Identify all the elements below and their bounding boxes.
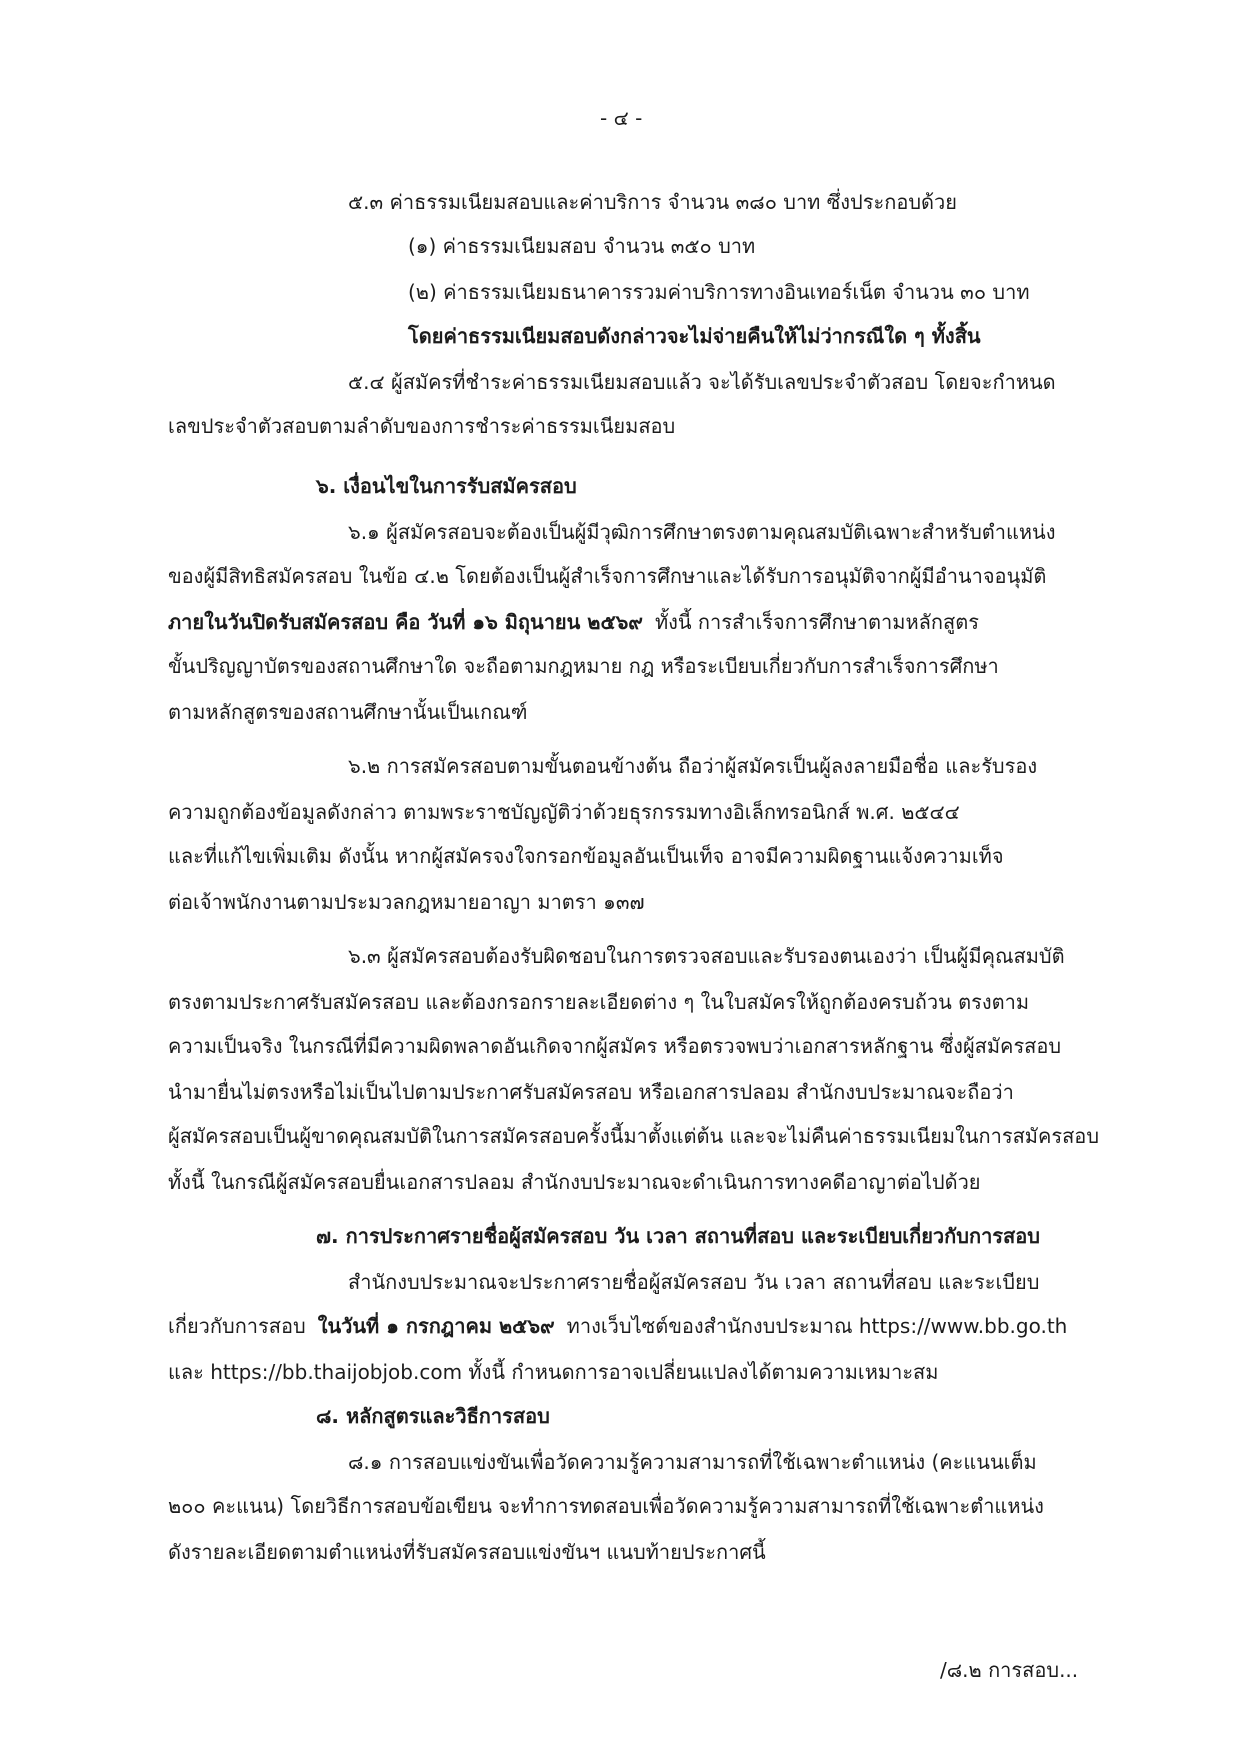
- section-6-1-line-3-rest: ทั้งนี้ การสำเร็จการศึกษาตามหลักสูตร: [654, 610, 979, 634]
- section-6-heading: ๖. เงื่อนไขในการรับสมัครสอบ: [316, 474, 577, 498]
- section-6-1-line-1: ๖.๑ ผู้สมัครสอบจะต้องเป็นผู้มีวุฒิการศึกษาตรงตามคุณสมบัติเฉพาะสำหรับตำแหน่ง: [348, 520, 1056, 544]
- section-6-1-line-4: ขั้นปริญญาบัตรของสถานศึกษาใด จะถือตามกฎหมาย กฎ หรือระเบียบเกี่ยวกับการสำเร็จการศึกษา: [168, 654, 999, 678]
- page-number: - ๔ -: [600, 106, 643, 130]
- section-5-4-line-2: เลขประจำตัวสอบตามลำดับของการชำระค่าธรรมเนียมสอบ: [168, 414, 676, 438]
- section-7-heading: ๗. การประกาศรายชื่อผู้สมัครสอบ วัน เวลา สถานที่สอบ และระเบียบเกี่ยวกับการสอบ: [316, 1224, 1040, 1248]
- continuation-marker: /๘.๒ การสอบ...: [940, 1658, 1079, 1682]
- section-5-3-text: ๕.๓ ค่าธรรมเนียมสอบและค่าบริการ จำนวน ๓๘๐ บาท ซึ่งประกอบด้วย: [348, 190, 957, 214]
- section-6-1-line-5: ตามหลักสูตรของสถานศึกษานั้นเป็นเกณฑ์: [168, 700, 528, 724]
- section-6-2-line-2: ความถูกต้องข้อมูลดังกล่าว ตามพระราชบัญญัติว่าด้วยธุรกรรมทางอิเล็กทรอนิกส์ พ.ศ. ๒๕๔๔: [168, 800, 960, 824]
- fee-item-1: (๑) ค่าธรรมเนียมสอบ จำนวน ๓๕๐ บาท: [408, 234, 756, 258]
- closing-date-bold: ภายในวันปิดรับสมัครสอบ คือ วันที่ ๑๖ มิถุนายน ๒๕๖๙: [168, 610, 643, 634]
- section-7-line-1: สำนักงบประมาณจะประกาศรายชื่อผู้สมัครสอบ วัน เวลา สถานที่สอบ และระเบียบ: [348, 1270, 1040, 1294]
- section-7-line-2-start: เกี่ยวกับการสอบ: [168, 1314, 306, 1338]
- section-5-4-line-1: ๕.๔ ผู้สมัครที่ชำระค่าธรรมเนียมสอบแล้ว จะได้รับเลขประจำตัวสอบ โดยจะกำหนด: [348, 370, 1056, 394]
- section-6-2-line-4: ต่อเจ้าพนักงานตามประมวลกฎหมายอาญา มาตรา ๑๓๗: [168, 890, 645, 914]
- section-7-line-3: และ https://bb.thaijobjob.com ทั้งนี้ กำหนดการอาจเปลี่ยนแปลงได้ตามความเหมาะสม: [168, 1360, 939, 1384]
- non-refundable-note: โดยค่าธรรมเนียมสอบดังกล่าวจะไม่จ่ายคืนให้ไม่ว่ากรณีใด ๆ ทั้งสิ้น: [408, 324, 981, 348]
- section-6-2-line-3: และที่แก้ไขเพิ่มเติม ดังนั้น หากผู้สมัครจงใจกรอกข้อมูลอันเป็นเท็จ อาจมีความผิดฐานแจ้งความเท็จ: [168, 844, 1004, 868]
- section-6-3-line-6: ทั้งนี้ ในกรณีผู้สมัครสอบยื่นเอกสารปลอม สำนักงบประมาณจะดำเนินการทางคดีอาญาต่อไปด้วย: [168, 1170, 981, 1194]
- section-6-3-line-5: ผู้สมัครสอบเป็นผู้ขาดคุณสมบัติในการสมัครสอบครั้งนี้มาตั้งแต่ต้น และจะไม่คืนค่าธรรมเนียมในการสมัครสอบ: [168, 1124, 1100, 1148]
- section-8-heading: ๘. หลักสูตรและวิธีการสอบ: [316, 1404, 550, 1428]
- section-7-line-2: [168, 1310, 1067, 1342]
- fee-item-2: (๒) ค่าธรรมเนียมธนาคารรวมค่าบริการทางอินเทอร์เน็ต จำนวน ๓๐ บาท: [408, 280, 1030, 304]
- section-8-1-line-2: ๒๐๐ คะแนน) โดยวิธีการสอบข้อเขียน จะทำการทดสอบเพื่อวัดความรู้ความสามารถที่ใช้เฉพาะตำแหน่ง: [168, 1494, 1044, 1518]
- section-6-1-line-3: [168, 606, 979, 638]
- section-6-3-line-3: ความเป็นจริง ในกรณีที่มีความผิดพลาดอันเกิดจากผู้สมัคร หรือตรวจพบว่าเอกสารหลักฐาน ซึ่งผู้สมัครสอบ: [168, 1034, 1062, 1058]
- section-6-3-line-1: ๖.๓ ผู้สมัครสอบต้องรับผิดชอบในการตรวจสอบและรับรองตนเองว่า เป็นผู้มีคุณสมบัติ: [348, 944, 1065, 968]
- section-6-3-line-2: ตรงตามประกาศรับสมัครสอบ และต้องกรอกรายละเอียดต่าง ๆ ในใบสมัครให้ถูกต้องครบถ้วน ตรงตาม: [168, 990, 1030, 1014]
- section-7-line-2-end: ทางเว็บไซต์ของสำนักงบประมาณ https://www.bb.go.th: [566, 1314, 1068, 1338]
- section-6-1-line-2: ของผู้มีสิทธิสมัครสอบ ในข้อ ๔.๒ โดยต้องเป็นผู้สำเร็จการศึกษาและได้รับการอนุมัติจากผู้มีอำนาจอนุมัติ: [168, 564, 1047, 588]
- section-8-1-line-3: ดังรายละเอียดตามตำแหน่งที่รับสมัครสอบแข่งขันฯ แนบท้ายประกาศนี้: [168, 1540, 766, 1564]
- announce-date-bold: ในวันที่ ๑ กรกฎาคม ๒๕๖๙: [317, 1314, 555, 1338]
- section-6-2-line-1: ๖.๒ การสมัครสอบตามขั้นตอนข้างต้น ถือว่าผู้สมัครเป็นผู้ลงลายมือชื่อ และรับรอง: [348, 754, 1038, 778]
- section-8-1-line-1: ๘.๑ การสอบแข่งขันเพื่อวัดความรู้ความสามารถที่ใช้เฉพาะตำแหน่ง (คะแนนเต็ม: [348, 1450, 1037, 1474]
- section-6-3-line-4: นำมายื่นไม่ตรงหรือไม่เป็นไปตามประกาศรับสมัครสอบ หรือเอกสารปลอม สำนักงบประมาณจะถือว่า: [168, 1080, 1014, 1104]
